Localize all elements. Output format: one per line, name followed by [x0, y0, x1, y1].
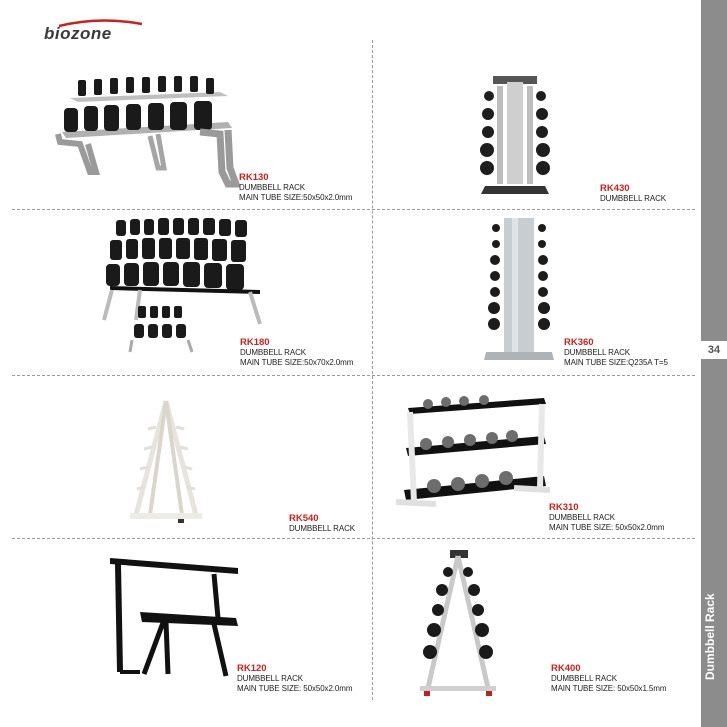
product-rk310 [549, 502, 664, 533]
rk180-rack-image [100, 216, 270, 356]
section-sidebar [701, 0, 727, 727]
product-code: RK540 [289, 513, 319, 524]
product-spec: MAIN TUBE SIZE: 50x50x2.0mm [549, 523, 665, 532]
rk310-rack-image [394, 392, 552, 532]
column-divider [372, 40, 373, 700]
row-divider [12, 209, 695, 210]
row-divider [12, 375, 695, 376]
product-code: RK310 [549, 502, 579, 513]
product-code: RK120 [237, 663, 267, 674]
product-rk400 [551, 663, 666, 694]
product-spec: MAIN TUBE SIZE:50x70x2.0mm [240, 358, 354, 367]
product-rk130 [239, 172, 352, 203]
product-name: DUMBBELL RACK [600, 194, 666, 203]
product-rk430 [600, 183, 666, 204]
product-rk120 [237, 663, 352, 694]
section-title: Dumbbell Rack [703, 593, 717, 680]
row-divider [12, 538, 695, 539]
rk360-rack-image [482, 216, 556, 364]
product-spec: MAIN TUBE SIZE:Q235A T=5 [564, 358, 668, 367]
product-rk360 [564, 337, 668, 368]
product-name: DUMBBELL RACK [239, 183, 305, 192]
product-name: DUMBBELL RACK [240, 348, 306, 357]
product-code: RK360 [564, 337, 594, 348]
rk540-rack-image [128, 397, 204, 527]
product-name: DUMBBELL RACK [289, 524, 355, 533]
product-name: DUMBBELL RACK [564, 348, 630, 357]
logo-text: biozone [44, 24, 112, 43]
brand-logo [44, 22, 144, 44]
product-rk540 [289, 513, 355, 534]
rk400-rack-image [416, 548, 500, 698]
product-code: RK130 [239, 172, 269, 183]
product-spec: MAIN TUBE SIZE:50x50x2.0mm [239, 193, 353, 202]
product-spec: MAIN TUBE SIZE: 50x50x1.5mm [551, 684, 667, 693]
product-spec: MAIN TUBE SIZE: 50x50x2.0mm [237, 684, 353, 693]
product-name: DUMBBELL RACK [551, 674, 617, 683]
product-rk180 [240, 337, 353, 368]
rk120-rack-image [104, 556, 246, 680]
product-name: DUMBBELL RACK [549, 513, 615, 522]
rk130-rack-image [50, 72, 240, 190]
product-name: DUMBBELL RACK [237, 674, 303, 683]
product-code: RK400 [551, 663, 581, 674]
product-code: RK430 [600, 183, 630, 194]
page-number: 34 [701, 341, 727, 359]
rk430-rack-image [475, 72, 555, 196]
product-code: RK180 [240, 337, 270, 348]
